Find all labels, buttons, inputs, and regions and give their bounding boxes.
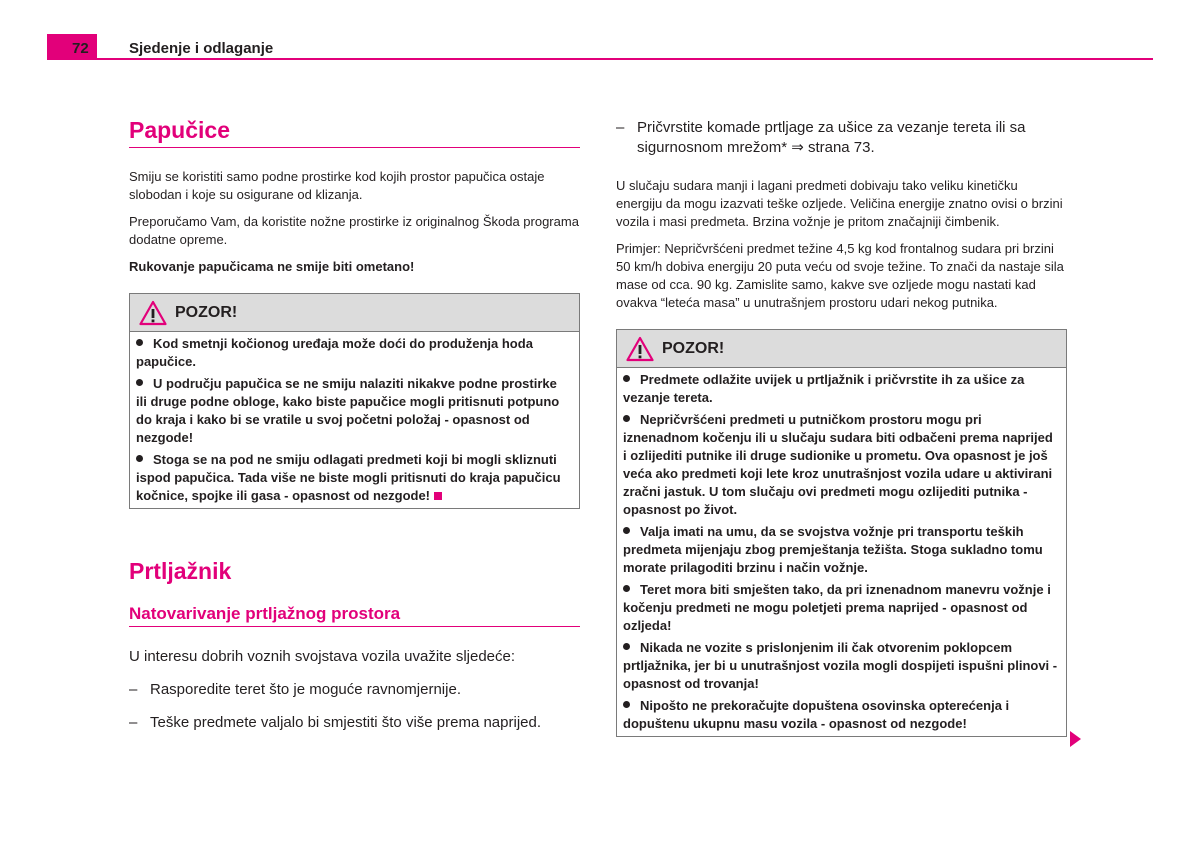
warning-bullet xyxy=(623,411,1058,519)
warning-header xyxy=(130,294,579,332)
dash-list-text: Rasporedite teret što je moguće ravnomjernije. xyxy=(150,681,461,698)
warning-bullet xyxy=(623,581,1058,635)
dash-list-item xyxy=(129,713,580,733)
warning-triangle-icon xyxy=(626,336,654,362)
section-heading-prtljaznik xyxy=(129,557,580,588)
warning-title: POZOR! xyxy=(662,339,725,357)
warning-bullet xyxy=(623,523,1058,577)
dash-marker: – xyxy=(616,119,625,136)
warning-bullet-text: Nipošto ne prekoračujte dopuštena osovinska opterećenja i dopuštenu ukupnu masu vozila - opasnost od nezgode! xyxy=(623,698,1010,731)
section-heading-papucice xyxy=(129,116,580,148)
warning-box-prtljaznik xyxy=(616,329,1067,737)
warning-body xyxy=(617,368,1066,736)
bullet-icon xyxy=(136,379,143,386)
bullet-icon xyxy=(623,527,630,534)
heading-papucice: Papučice xyxy=(129,117,230,143)
bullet-icon xyxy=(623,585,630,592)
warning-bullet xyxy=(623,371,1058,407)
paragraph-primjer: Primjer: Nepričvršćeni predmet težine 4,5 kg kod frontalnog sudara pri brzini 50 km/h dobiva energiju 20 puta veću od svoje težine. To znači da nastaje sila mase od cca. 90 kg. Zamislite samo, kakve sve ozljede mogu nastati kad ovakva “leteća masa” u unutrašnjem prostoru udari nekog putnika. xyxy=(616,241,1064,310)
paragraph-rukovanje: Rukovanje papučicama ne smije biti ometano! xyxy=(129,259,415,274)
header-rule xyxy=(47,58,1153,60)
dash-list-item xyxy=(129,680,580,700)
next-page-arrow-icon[interactable] xyxy=(1070,731,1081,747)
right-column xyxy=(616,116,1067,737)
chapter-title: Sjedenje i odlaganje xyxy=(129,40,274,57)
warning-bullet-text: U području papučica se ne smiju nalaziti nikakve podne prostirke ili druge podne obloge, kako biste papučice mogli pritisnuti potpuno do kraja i kako bi se vratile u svoj početni položaj - opasnost od nezgode! xyxy=(136,376,560,445)
warning-bullet-text: Teret mora biti smješten tako, da pri iznenadnom manevru vožnje i kočenju predmeti ne mogu poletjeti prema naprijed - opasnost od ozljeda! xyxy=(623,582,1051,633)
paragraph-preporuka: Preporučamo Vam, da koristite nožne prostirke iz originalnog Škoda programa dodatne opreme. xyxy=(129,214,579,247)
warning-bullet-text: Nepričvršćeni predmeti u putničkom prostoru mogu pri iznenadnom kočenju ili u slučaju sudara biti odbačeni prema naprijed i ozlijediti putnike ili druge sudionike u prometu. Ova opasnost je još veća ako predmeti koji lete kroz unutrašnjost vozila udare u aktivirani zračni jastuk. U tom slučaju ovi predmeti mogu ozlijediti putnika - opasnost po život. xyxy=(623,412,1053,517)
dash-marker: – xyxy=(129,681,138,698)
dash-list-text: Teške predmete valjalo bi smjestiti što više prema naprijed. xyxy=(150,714,542,731)
warning-bullet xyxy=(623,639,1058,693)
warning-bullet-text: Kod smetnji kočionog uređaja može doći do produženja hoda papučice. xyxy=(136,336,533,369)
dash-list-text: Pričvrstite komade prtljage za ušice za vezanje tereta ili sa sigurnosnom mrežom* ⇒ strana 73. xyxy=(637,119,1026,156)
warning-body xyxy=(130,332,579,508)
warning-triangle-icon xyxy=(139,300,167,326)
bullet-icon xyxy=(623,375,630,382)
warning-bullet xyxy=(136,335,571,371)
bullet-icon xyxy=(623,701,630,708)
page-number: 72 xyxy=(72,40,89,57)
warning-bullet xyxy=(136,375,571,447)
paragraph-prostirke: Smiju se koristiti samo podne prostirke kod kojih prostor papučica ostaje slobodan i koje su osigurane od klizanja. xyxy=(129,169,545,202)
warning-bullet-text: Nikada ne vozite s prislonjenim ili čak otvorenim poklopcem prtljažnika, jer bi u unutrašnjost vozila mogli dospijeti ispušni plinovi - opasnost od trovanja! xyxy=(623,640,1058,691)
warning-bullet-text: Valja imati na umu, da se svojstva vožnje pri transportu teških predmeta mijenjaju zbog premještanja težišta. Stoga sukladno tomu morate prilagoditi brzinu i način vožnje. xyxy=(623,524,1043,575)
heading-natovarivanje: Natovarivanje prtljažnog prostora xyxy=(129,604,401,623)
warning-box-papucice xyxy=(129,293,580,509)
paragraph-intro: U interesu dobrih voznih svojstava vozila uvažite sljedeće: xyxy=(129,648,516,665)
bullet-icon xyxy=(623,415,630,422)
subsection-heading xyxy=(129,604,580,627)
paragraph-sudar: U slučaju sudara manji i lagani predmeti dobivaju tako veliku kinetičku energiju da mogu izazvati teške ozljede. Veličina energije znatno ovisi o brzini vozila i masi predmeta. Brzina vožnje je pritom značajniji čimbenik. xyxy=(616,178,1063,229)
bullet-icon xyxy=(136,455,143,462)
dash-marker: – xyxy=(129,714,138,731)
bullet-icon xyxy=(136,339,143,346)
heading-prtljaznik: Prtljažnik xyxy=(129,558,232,584)
section-end-mark-icon xyxy=(434,492,442,500)
left-column xyxy=(129,116,580,733)
warning-bullet xyxy=(136,451,571,505)
warning-title: POZOR! xyxy=(175,303,238,321)
warning-header xyxy=(617,330,1066,368)
warning-bullet xyxy=(623,697,1058,733)
bullet-icon xyxy=(623,643,630,650)
warning-bullet-text: Predmete odlažite uvijek u prtljažnik i pričvrstite ih za ušice za vezanje tereta. xyxy=(623,372,1025,405)
warning-bullet-text: Stoga se na pod ne smiju odlagati predmeti koji bi mogli skliznuti ispod papučica. Tada više ne biste mogli pritisnuti do kraja papučicu kočnice, spojke ili gasa - opasnost od nezgode! xyxy=(136,452,561,503)
dash-list-item xyxy=(616,118,1067,158)
